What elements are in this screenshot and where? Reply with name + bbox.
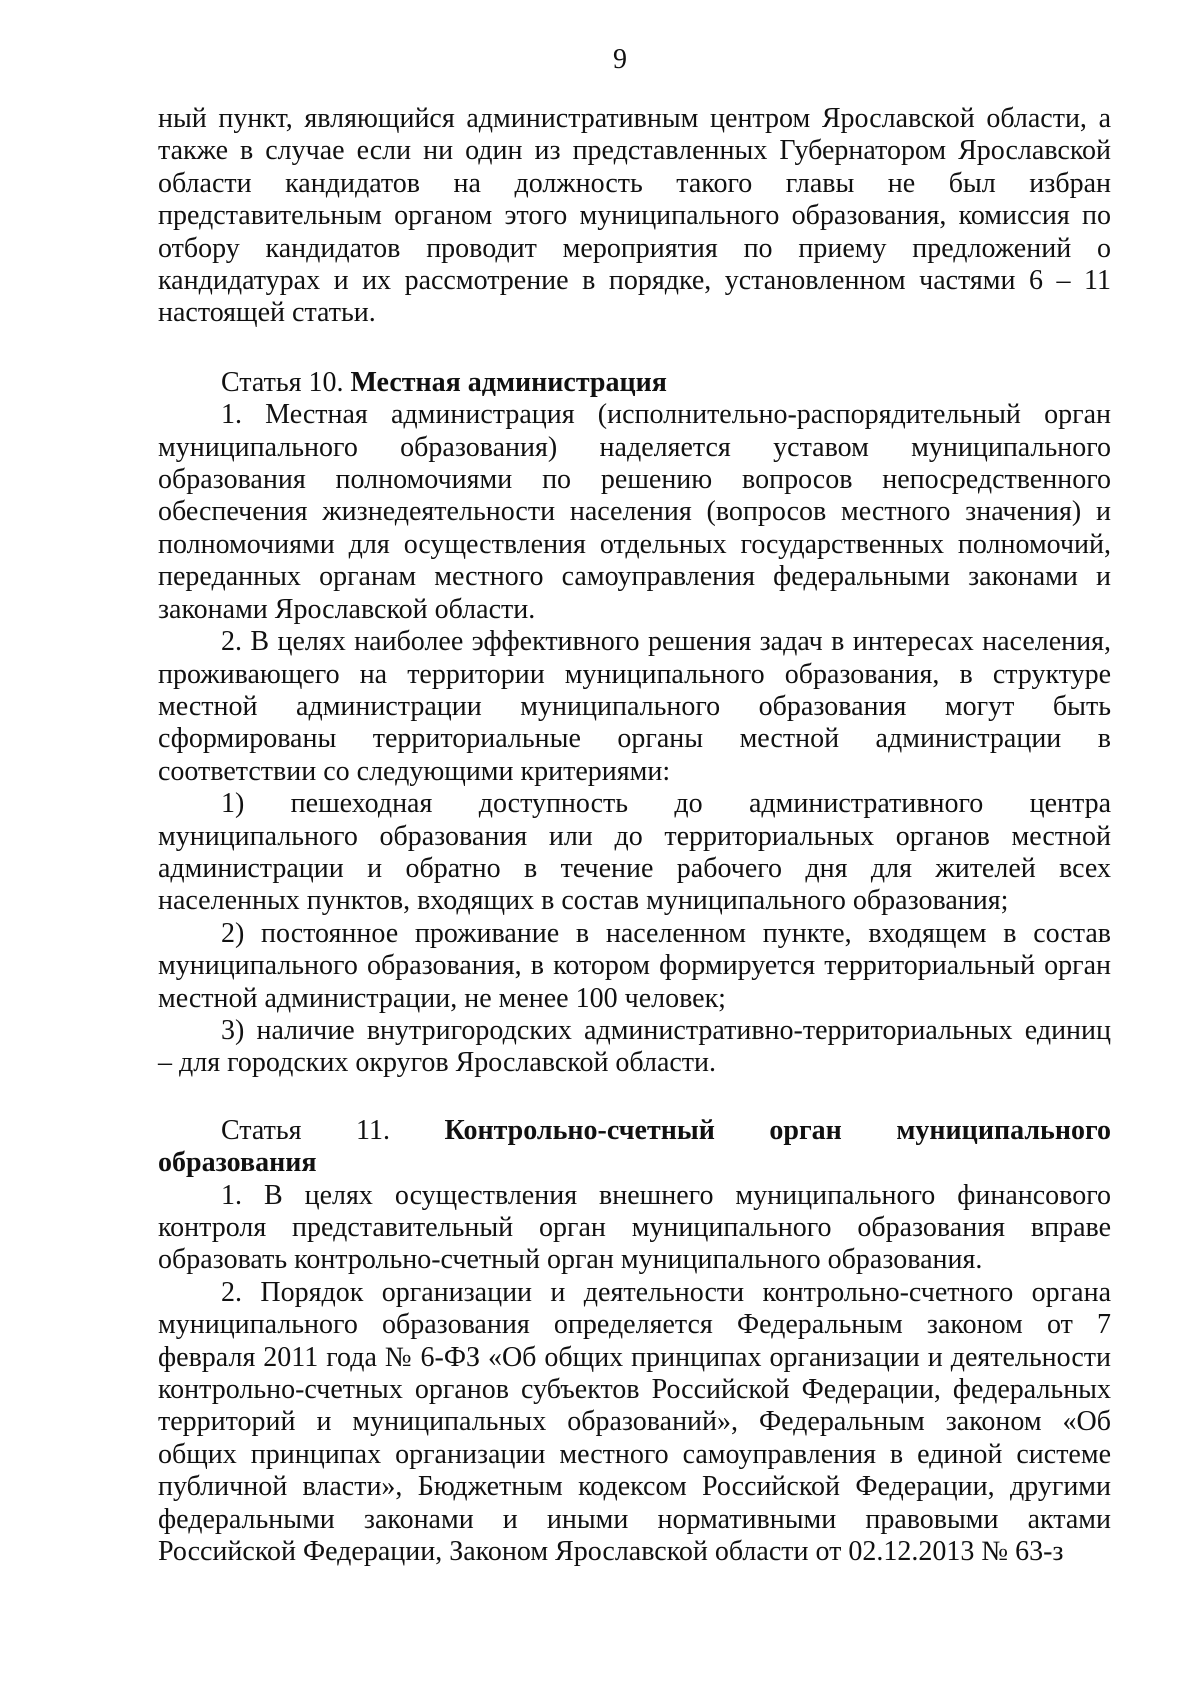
spacer bbox=[158, 1080, 1111, 1115]
article-10-prefix: Статья 10. bbox=[221, 366, 351, 398]
article-10-paragraph-1: 1. Местная администрация (исполнительно-распорядительный орган муниципального образования) наделяется уставом муниципального образования полномочиями по решению вопросов непосредственного обеспечения жизнедеятельности населения (вопросов местного значения) и полномочиями для осуществления отдельных государственных полномочий, переданных органам местного самоуправления федеральными законами и законами Ярославской области. bbox=[158, 399, 1111, 625]
article-11-title-line-1: Контрольно-счетный орган муниципального bbox=[444, 1114, 1111, 1146]
article-10-title: Местная администрация bbox=[350, 366, 667, 398]
spacer bbox=[158, 330, 1111, 367]
page-number: 9 bbox=[613, 44, 627, 75]
article-11-paragraph-2: 2. Порядок организации и деятельности контрольно-счетного органа муниципального образования определяется Федеральным законом от 7 февраля 2011 года № 6-ФЗ «Об общих принципах организации и деятельности контрольно-счетных органов субъектов Российской Федерации, федеральных территорий и муниципальных образований», Федеральным законом «Об общих принципах организации местного самоуправления в единой системе публичной власти», Бюджетным кодексом Российской Федерации, другими федеральными законами и иными нормативными правовыми актами Российской Федерации, Законом Ярославской области от 02.12.2013 № 63-з bbox=[158, 1276, 1111, 1568]
article-11-heading bbox=[158, 1115, 1111, 1147]
article-10-heading bbox=[158, 367, 1111, 399]
article-10-item-2: 2) постоянное проживание в населенном пункте, входящем в состав муниципального образования, в котором формируется территориальный орган местной администрации, не менее 100 человек; bbox=[158, 917, 1111, 1014]
article-11-title-line-2: образования bbox=[158, 1147, 317, 1179]
article-10-paragraph-2: 2. В целях наиболее эффективного решения задач в интересах населения, проживающего на территории муниципального образования, в структуре местной администрации муниципального образования могут быть сформированы территориальные органы местной администрации в соответствии со следующими критериями: bbox=[158, 626, 1111, 787]
document-body bbox=[158, 103, 1111, 1568]
article-10-item-1: 1) пешеходная доступность до административного центра муниципального образования или до территориальных органов местной администрации и обратно в течение рабочего дня для жителей всех населенных пунктов, входящих в состав муниципального образования; bbox=[158, 788, 1111, 917]
intro-paragraph: ный пункт, являющийся административным центром Ярославской области, а также в случае если ни один из представленных Губернатором Ярославской области кандидатов на должность такого главы не был избран представительным органом этого муниципального образования, комиссия по отбору кандидатов проводит мероприятия по приему предложений о кандидатурах и их рассмотрение в порядке, установленном частями 6 – 11 настоящей статьи. bbox=[158, 103, 1111, 329]
article-11-paragraph-1: 1. В целях осуществления внешнего муниципального финансового контроля представительный орган муниципального образования вправе образовать контрольно-счетный орган муниципального образования. bbox=[158, 1179, 1111, 1276]
article-10-item-3: 3) наличие внутригородских административно-территориальных единиц – для городских округов Ярославской области. bbox=[158, 1014, 1111, 1079]
article-11-prefix: Статья 11. bbox=[221, 1114, 445, 1146]
